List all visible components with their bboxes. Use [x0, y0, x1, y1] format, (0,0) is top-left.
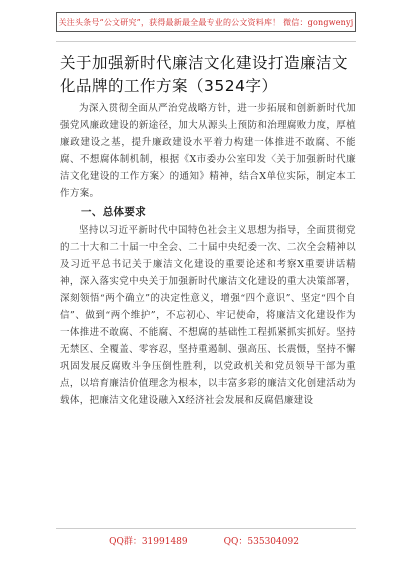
section-paragraph: 坚持以习近平新时代中国特色社会主义思想为指导，全面贯彻党的二十大和二十届一中全会、二十届中央纪委一次、二次全会精神以及习近平总书记关于廉洁文化建设的重要论述和考察X重要讲话精神，深入落实党中央关于加强新时代廉洁文化建设的重大决策部署，深刻领悟“两个确立”的决定性意义，增强“四个意识”、坚定“四个自信”、做到“两个维护”，不忘初心、牢记使命，将廉洁文化建设作为一体推进不敢腐、不能腐、不想腐的基础性工程抓紧抓实抓好。坚持无禁区、全覆盖、零容忍，坚持重遏制、强高压、长震慑，坚持不懈巩固发展反腐败斗争压倒性胜利，以党政机关和党员领导干部为重点，以培育廉洁价值理念为根本，以丰富多彩的廉洁文化创建活动为载体，把廉洁文化建设融入X经济社会发展和反腐倡廉建设: [60, 225, 356, 406]
document-body: [60, 100, 356, 409]
document-title: 关于加强新时代廉洁文化建设打造廉洁文化品牌的工作方案（3524字）: [60, 54, 349, 95]
header-divider: [56, 41, 356, 42]
footer-divider: [56, 528, 356, 529]
promo-notice-text: 关注头条号“公文研究”，获得最新最全最专业的公文资料库！ 微信：gongwenyj: [58, 17, 354, 27]
section-heading-overall-requirements: 一、总体要求: [81, 206, 147, 218]
promo-notice-box: [56, 12, 356, 32]
intro-paragraph: 为深入贯彻全面从严治党战略方针，进一步拓展和创新新时代加强党风廉政建设的新途径，加大从源头上预防和治理腐败力度，厚植廉政建设之基，提升廉政建设水平着力构建一体推进不敢腐、不能腐、不想腐体制机制，根据《X市委办公室印发〈关于加强新时代廉洁文化建设的工作方案〉的通知》精神，结合X单位实际，制定本工作方案。: [60, 103, 356, 199]
qq-group-number: QQ群：31991489: [109, 537, 188, 547]
footer-contacts: [0, 534, 408, 547]
qq-number: QQ：535304092: [223, 537, 299, 547]
